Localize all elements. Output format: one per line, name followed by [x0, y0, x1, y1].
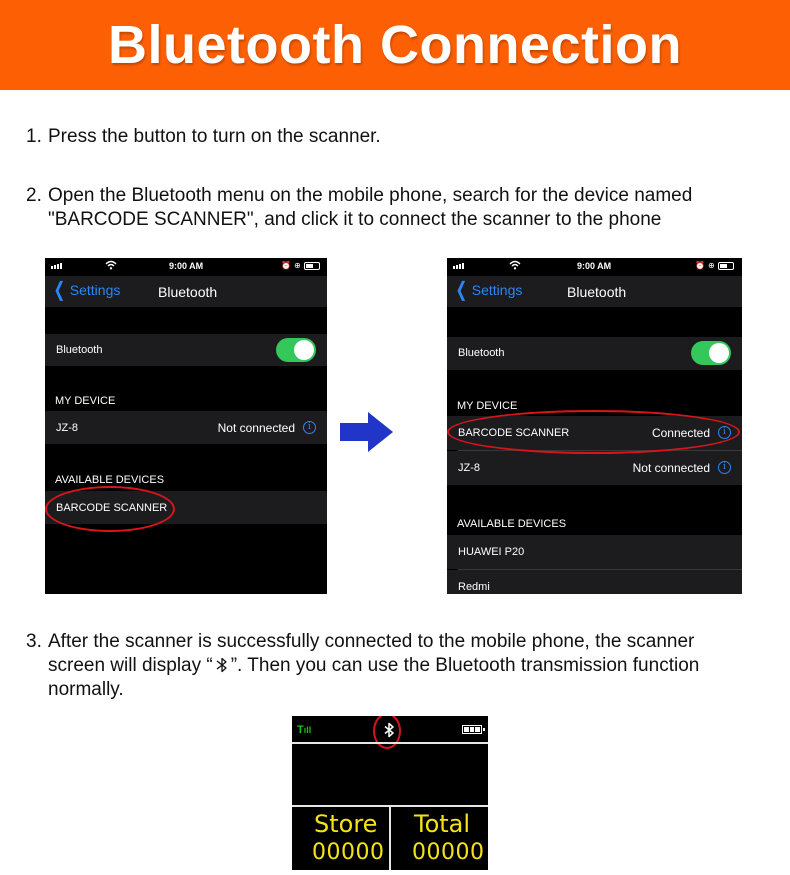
step-line: "BARCODE SCANNER", and click it to connect the scanner to the phone: [48, 209, 662, 230]
lock-rotation-icon: ⊕: [707, 261, 715, 270]
device-name: Redmi: [458, 581, 490, 593]
step-3: [26, 630, 766, 705]
step-line: screen will display “ ”. Then you can use the Bluetooth transmission function: [48, 655, 700, 676]
store-label: Store: [314, 810, 378, 838]
step-line: After the scanner is successfully connected to the mobile phone, the scanner: [48, 631, 695, 652]
device-name: HUAWEI P20: [458, 546, 525, 558]
navigation-bar: [45, 276, 327, 307]
divider: [389, 806, 391, 870]
bluetooth-toggle-row: [447, 337, 742, 370]
highlight-circle: [447, 410, 740, 454]
bluetooth-toggle[interactable]: [276, 338, 316, 362]
step-number: 2.: [26, 185, 42, 206]
total-count: 00000: [412, 840, 485, 865]
highlight-circle: [45, 486, 175, 532]
store-count: 00000: [312, 840, 385, 865]
info-icon[interactable]: i: [718, 461, 731, 474]
step-line: Open the Bluetooth menu on the mobile phone, search for the device named: [48, 185, 693, 206]
phone-screenshot-before: [45, 258, 327, 594]
section-header-available-devices: AVAILABLE DEVICES: [55, 474, 165, 486]
device-status: Not connected: [632, 461, 710, 475]
info-icon[interactable]: i: [303, 421, 316, 434]
status-bar: [447, 258, 742, 276]
device-name: BARCODE SCANNER: [56, 502, 168, 514]
back-label: Settings: [471, 282, 523, 298]
back-label: Settings: [69, 282, 121, 298]
battery-icon: [718, 262, 734, 270]
info-icon[interactable]: i: [718, 426, 731, 439]
back-button[interactable]: [51, 279, 121, 301]
bluetooth-label: Bluetooth: [458, 347, 505, 359]
step-2: [26, 184, 766, 234]
nav-title: Bluetooth: [158, 284, 218, 300]
bluetooth-label: Bluetooth: [56, 344, 103, 356]
scanner-screen: [292, 716, 488, 870]
cellular-signal-icon: [453, 262, 464, 269]
bluetooth-toggle-row: [45, 334, 327, 366]
step-line: Press the button to turn on the scanner.: [48, 126, 381, 147]
status-icons: [281, 261, 320, 270]
title-banner: [0, 0, 790, 90]
step-line: normally.: [48, 679, 124, 700]
step-number: 3.: [26, 631, 42, 652]
wifi-icon: [509, 260, 521, 270]
highlight-circle: [373, 716, 401, 749]
battery-icon: [304, 262, 320, 270]
step-text: [48, 125, 381, 149]
step-text: [48, 630, 699, 702]
status-bar: [45, 258, 327, 276]
device-row-jz8[interactable]: [447, 451, 742, 485]
cellular-signal-icon: [51, 262, 62, 269]
chevron-left-icon: ❮: [455, 279, 468, 301]
status-time: 9:00 AM: [169, 261, 204, 271]
device-status: Connected: [651, 426, 710, 440]
device-status: Not connected: [217, 421, 295, 435]
device-row-huawei-p20[interactable]: [447, 535, 742, 569]
device-row-jz8[interactable]: [45, 411, 327, 444]
device-row-redmi[interactable]: [447, 570, 742, 594]
total-label: Total: [414, 810, 471, 838]
bluetooth-icon: [213, 656, 231, 674]
status-icons: [695, 261, 734, 270]
wifi-icon: [105, 260, 117, 270]
status-time: 9:00 AM: [577, 261, 612, 271]
section-header-my-device: MY DEVICE: [55, 395, 116, 407]
bluetooth-toggle[interactable]: [691, 341, 731, 365]
alarm-icon: ⏰: [695, 261, 705, 270]
battery-icon: [462, 725, 482, 734]
lock-rotation-icon: ⊕: [293, 261, 301, 270]
arrow-right-icon: [340, 412, 394, 452]
alarm-icon: ⏰: [281, 261, 291, 270]
step-text: [48, 184, 692, 232]
section-header-my-device: MY DEVICE: [457, 400, 518, 412]
phone-screenshot-after: [447, 258, 742, 594]
device-name: BARCODE SCANNER: [458, 427, 570, 439]
step-1: [26, 125, 766, 149]
signal-icon: Tıll: [297, 724, 312, 736]
chevron-left-icon: ❮: [53, 279, 66, 301]
device-name: JZ-8: [458, 462, 480, 474]
navigation-bar: [447, 276, 742, 307]
device-name: JZ-8: [56, 422, 78, 434]
step-number: 1.: [26, 126, 42, 147]
back-button[interactable]: [453, 279, 523, 301]
page-title: Bluetooth Connection: [108, 15, 682, 75]
nav-title: Bluetooth: [567, 284, 627, 300]
section-header-available-devices: AVAILABLE DEVICES: [457, 518, 567, 530]
divider: [292, 742, 488, 744]
